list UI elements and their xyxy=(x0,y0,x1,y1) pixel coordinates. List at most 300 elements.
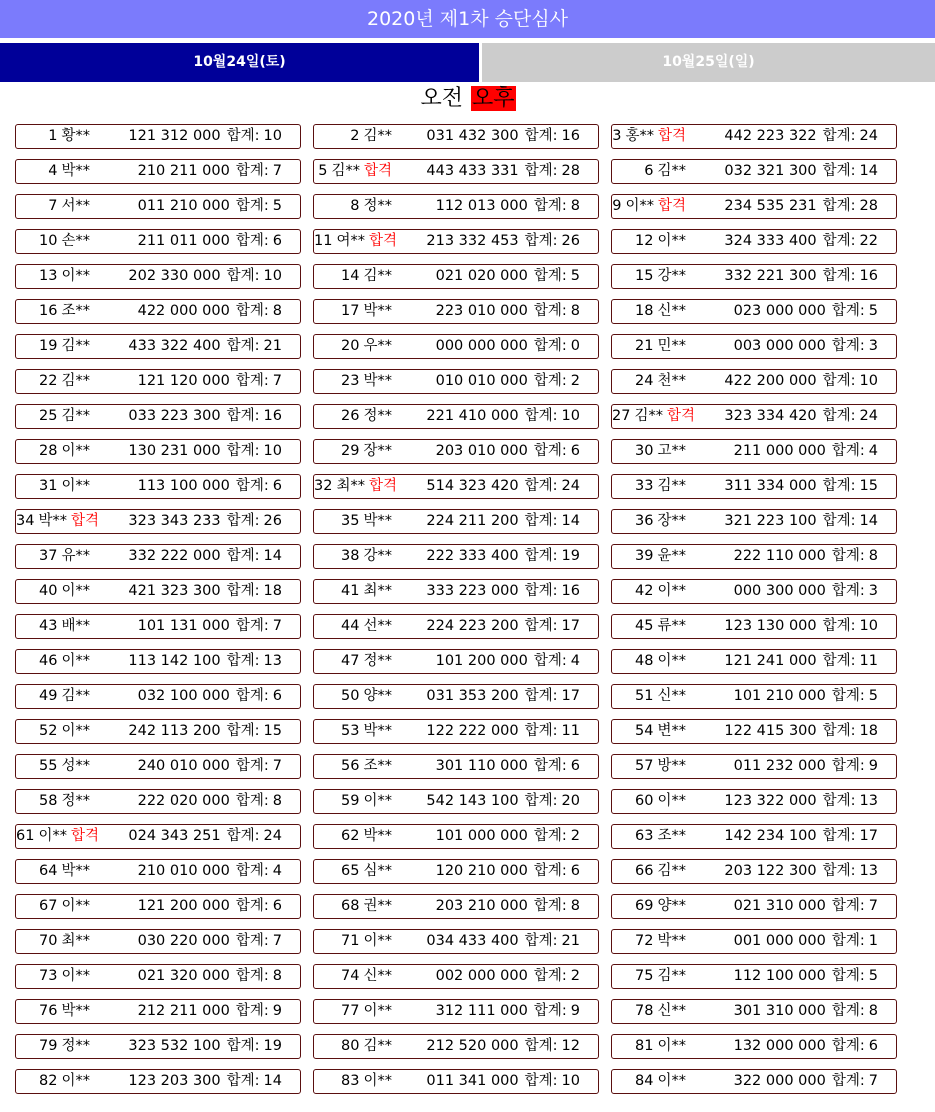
entry-name: 손** xyxy=(61,233,90,249)
result-entry xyxy=(611,579,897,604)
entry-total: 6 xyxy=(272,688,282,704)
entry-label xyxy=(612,895,686,918)
entry-total: 16 xyxy=(561,128,580,144)
entry-total: 24 xyxy=(859,408,878,424)
entry-label xyxy=(16,160,90,183)
entry-result xyxy=(426,475,580,498)
entry-result xyxy=(426,510,580,533)
entry-name: 이** xyxy=(61,1073,90,1089)
entry-label xyxy=(16,335,90,358)
entry-name: 김** xyxy=(61,338,90,354)
result-entry xyxy=(313,404,599,429)
entry-label xyxy=(612,1035,686,1058)
total-label: 합계: xyxy=(822,128,856,144)
entry-name: 최** xyxy=(336,478,365,494)
entry-total: 21 xyxy=(561,933,580,949)
entry-total: 28 xyxy=(859,198,878,214)
entry-number: 19 xyxy=(39,338,58,354)
entry-total: 8 xyxy=(868,548,878,564)
entry-total: 13 xyxy=(263,653,282,669)
result-entry xyxy=(15,859,301,884)
total-label: 합계: xyxy=(235,1003,269,1019)
entry-name: 김** xyxy=(61,373,90,389)
entry-total: 15 xyxy=(263,723,282,739)
entry-result xyxy=(724,125,878,148)
entry-number: 1 xyxy=(48,128,58,144)
entry-result xyxy=(426,615,580,638)
entry-name: 김** xyxy=(61,688,90,704)
entry-scores: 123 322 000 xyxy=(724,793,817,809)
result-entry xyxy=(313,929,599,954)
result-entry xyxy=(611,614,897,639)
entry-number: 32 xyxy=(314,478,333,494)
result-entry xyxy=(15,614,301,639)
total-label: 합계: xyxy=(235,793,269,809)
entry-name: 박** xyxy=(61,863,90,879)
entry-number: 59 xyxy=(341,793,360,809)
entry-label xyxy=(612,545,686,568)
session-afternoon-link[interactable]: 오후 xyxy=(472,86,515,111)
entry-total: 14 xyxy=(263,1073,282,1089)
entry-number: 64 xyxy=(39,863,58,879)
entry-number: 5 xyxy=(318,163,328,179)
result-entry xyxy=(611,684,897,709)
entry-result xyxy=(128,1035,282,1058)
entry-scores: 011 341 000 xyxy=(426,1073,519,1089)
total-label: 합계: xyxy=(831,968,865,984)
entry-scores: 323 343 233 xyxy=(128,513,221,529)
entry-result xyxy=(724,650,878,673)
entry-name: 박** xyxy=(61,1003,90,1019)
total-label: 합계: xyxy=(822,653,856,669)
entry-name: 정** xyxy=(363,198,392,214)
entry-total: 2 xyxy=(570,828,580,844)
total-label: 합계: xyxy=(524,128,558,144)
total-label: 합계: xyxy=(226,653,260,669)
entry-label xyxy=(16,440,90,463)
tab-oct-25[interactable]: 10월25일(일) xyxy=(482,43,935,82)
entry-name: 박** xyxy=(363,723,392,739)
entry-result xyxy=(426,720,580,743)
entry-scores: 112 013 000 xyxy=(435,198,528,214)
entry-scores: 323 532 100 xyxy=(128,1038,221,1054)
entry-result xyxy=(436,440,580,463)
total-label: 합계: xyxy=(533,1003,567,1019)
entry-name: 변** xyxy=(657,723,686,739)
entry-label xyxy=(16,580,90,603)
total-label: 합계: xyxy=(235,688,269,704)
entry-scores: 210 211 000 xyxy=(137,163,230,179)
entry-result xyxy=(436,895,580,918)
entry-label xyxy=(612,230,686,253)
entry-number: 81 xyxy=(635,1038,654,1054)
entry-name: 장** xyxy=(363,443,392,459)
entry-label xyxy=(612,580,686,603)
entry-scores: 121 241 000 xyxy=(724,653,817,669)
entry-result xyxy=(138,300,282,323)
tab-oct-24[interactable]: 10월24일(토) xyxy=(0,43,479,82)
entry-total: 5 xyxy=(570,268,580,284)
entry-number: 14 xyxy=(341,268,360,284)
entry-total: 14 xyxy=(859,513,878,529)
result-entry xyxy=(313,649,599,674)
entry-label xyxy=(612,335,686,358)
entry-scores: 113 100 000 xyxy=(137,478,230,494)
total-label: 합계: xyxy=(524,583,558,599)
total-label: 합계: xyxy=(524,723,558,739)
entry-name: 천** xyxy=(657,373,686,389)
entry-scores: 011 210 000 xyxy=(137,198,230,214)
entry-number: 47 xyxy=(341,653,360,669)
entry-scores: 242 113 200 xyxy=(128,723,221,739)
entry-label xyxy=(16,370,90,393)
entry-number: 45 xyxy=(635,618,654,634)
entry-total: 5 xyxy=(272,198,282,214)
entry-name: 이** xyxy=(61,583,90,599)
entry-scores: 212 211 000 xyxy=(137,1003,230,1019)
result-entry xyxy=(313,369,599,394)
total-label: 합계: xyxy=(831,443,865,459)
result-entry xyxy=(15,929,301,954)
entry-scores: 311 334 000 xyxy=(724,478,817,494)
result-entry xyxy=(313,544,599,569)
entry-result xyxy=(426,405,580,428)
entry-scores: 101 000 000 xyxy=(435,828,528,844)
total-label: 합계: xyxy=(822,863,856,879)
entry-result xyxy=(734,755,878,778)
result-entry xyxy=(15,439,301,464)
entry-result xyxy=(734,895,878,918)
entry-scores: 001 000 000 xyxy=(733,933,826,949)
entry-scores: 323 334 420 xyxy=(724,408,817,424)
entry-number: 2 xyxy=(350,128,360,144)
total-label: 합계: xyxy=(235,373,269,389)
result-entry xyxy=(15,894,301,919)
total-label: 합계: xyxy=(822,618,856,634)
entry-scores: 003 000 000 xyxy=(733,338,826,354)
entry-name: 양** xyxy=(363,688,392,704)
entry-total: 18 xyxy=(263,583,282,599)
entry-number: 51 xyxy=(635,688,654,704)
total-label: 합계: xyxy=(822,373,856,389)
entry-result xyxy=(734,1035,878,1058)
entry-scores: 240 010 000 xyxy=(137,758,230,774)
session-morning-link[interactable]: 오전 xyxy=(420,86,463,111)
entry-scores: 000 000 000 xyxy=(435,338,528,354)
entry-scores: 223 010 000 xyxy=(435,303,528,319)
entry-number: 43 xyxy=(39,618,58,634)
result-entry xyxy=(15,1069,301,1094)
result-entry xyxy=(313,474,599,499)
entry-total: 14 xyxy=(859,163,878,179)
entry-result xyxy=(724,790,878,813)
entry-scores: 301 310 000 xyxy=(733,1003,826,1019)
result-entry xyxy=(611,719,897,744)
entry-number: 8 xyxy=(350,198,360,214)
entry-name: 여** xyxy=(336,233,365,249)
entry-result xyxy=(426,230,580,253)
total-label: 합계: xyxy=(226,128,260,144)
entry-scores: 120 210 000 xyxy=(435,863,528,879)
entry-scores: 542 143 100 xyxy=(426,793,519,809)
entry-result xyxy=(436,265,580,288)
entry-scores: 422 000 000 xyxy=(137,303,230,319)
entry-scores: 130 231 000 xyxy=(128,443,221,459)
entry-result xyxy=(426,125,580,148)
entry-total: 10 xyxy=(263,128,282,144)
entry-result xyxy=(436,860,580,883)
result-entry xyxy=(611,929,897,954)
entry-label xyxy=(612,510,686,533)
result-entry xyxy=(611,229,897,254)
result-entry xyxy=(15,1034,301,1059)
entry-name: 고** xyxy=(657,443,686,459)
entry-number: 37 xyxy=(39,548,58,564)
entry-label xyxy=(314,160,392,183)
pass-badge: 합격 xyxy=(666,408,695,424)
entry-total: 8 xyxy=(868,1003,878,1019)
entry-label xyxy=(612,685,686,708)
entry-scores: 203 122 300 xyxy=(724,863,817,879)
entry-number: 55 xyxy=(39,758,58,774)
entry-scores: 203 210 000 xyxy=(435,898,528,914)
entry-scores: 010 010 000 xyxy=(435,373,528,389)
page-title: 2020년 제1차 승단심사 xyxy=(0,0,935,38)
result-entry xyxy=(313,754,599,779)
total-label: 합계: xyxy=(533,863,567,879)
entry-total: 8 xyxy=(272,793,282,809)
entry-label xyxy=(314,125,392,148)
entry-number: 78 xyxy=(635,1003,654,1019)
entry-result xyxy=(138,895,282,918)
entry-label xyxy=(16,300,90,323)
entry-label xyxy=(612,860,686,883)
total-label: 합계: xyxy=(533,758,567,774)
entry-scores: 211 011 000 xyxy=(137,233,230,249)
total-label: 합계: xyxy=(226,548,260,564)
entry-name: 민** xyxy=(657,338,686,354)
entry-scores: 514 323 420 xyxy=(426,478,519,494)
entry-label xyxy=(314,370,392,393)
entry-label xyxy=(16,405,90,428)
entry-label xyxy=(314,440,392,463)
entry-result xyxy=(724,825,878,848)
entry-total: 6 xyxy=(272,478,282,494)
entry-total: 1 xyxy=(868,933,878,949)
entry-label xyxy=(314,265,392,288)
entry-scores: 021 310 000 xyxy=(733,898,826,914)
entry-scores: 021 320 000 xyxy=(137,968,230,984)
entry-scores: 433 322 400 xyxy=(128,338,221,354)
entry-name: 신** xyxy=(657,688,686,704)
result-entry xyxy=(611,474,897,499)
result-entry xyxy=(15,159,301,184)
entry-label xyxy=(16,895,90,918)
total-label: 합계: xyxy=(226,1038,260,1054)
entry-total: 10 xyxy=(859,373,878,389)
result-entry xyxy=(611,754,897,779)
entry-number: 3 xyxy=(612,128,622,144)
entry-total: 10 xyxy=(263,443,282,459)
entry-label xyxy=(16,860,90,883)
entry-scores: 021 020 000 xyxy=(435,268,528,284)
entry-label xyxy=(612,825,686,848)
entry-result xyxy=(138,230,282,253)
entry-scores: 113 142 100 xyxy=(128,653,221,669)
pass-badge: 합격 xyxy=(70,513,99,529)
entry-scores: 224 223 200 xyxy=(426,618,519,634)
entry-name: 박** xyxy=(657,933,686,949)
entry-result xyxy=(138,475,282,498)
entry-number: 70 xyxy=(39,933,58,949)
result-entry xyxy=(313,229,599,254)
entry-total: 18 xyxy=(859,723,878,739)
result-entry xyxy=(313,159,599,184)
entry-number: 36 xyxy=(635,513,654,529)
result-entry xyxy=(313,894,599,919)
total-label: 합계: xyxy=(226,723,260,739)
entry-label xyxy=(16,545,90,568)
entry-result xyxy=(138,370,282,393)
entry-total: 5 xyxy=(868,303,878,319)
entry-result xyxy=(436,335,580,358)
entry-total: 7 xyxy=(272,373,282,389)
entry-number: 71 xyxy=(341,933,360,949)
result-entry xyxy=(313,964,599,989)
entry-total: 8 xyxy=(272,303,282,319)
entry-number: 84 xyxy=(635,1073,654,1089)
entry-number: 4 xyxy=(48,163,58,179)
entry-total: 17 xyxy=(561,618,580,634)
total-label: 합계: xyxy=(533,338,567,354)
total-label: 합계: xyxy=(524,513,558,529)
entry-result xyxy=(138,615,282,638)
entry-scores: 101 210 000 xyxy=(733,688,826,704)
entry-name: 이** xyxy=(61,968,90,984)
entry-total: 20 xyxy=(561,793,580,809)
entry-name: 이** xyxy=(657,583,686,599)
result-entry xyxy=(15,789,301,814)
total-label: 합계: xyxy=(831,1073,865,1089)
entry-number: 77 xyxy=(341,1003,360,1019)
entry-result xyxy=(426,685,580,708)
entry-label xyxy=(16,230,90,253)
total-label: 합계: xyxy=(235,198,269,214)
result-entry xyxy=(611,334,897,359)
entry-name: 김** xyxy=(363,1038,392,1054)
entry-name: 강** xyxy=(657,268,686,284)
total-label: 합계: xyxy=(533,968,567,984)
total-label: 합계: xyxy=(235,233,269,249)
entry-result xyxy=(734,965,878,988)
entry-number: 42 xyxy=(635,583,654,599)
entry-name: 김** xyxy=(657,478,686,494)
entry-scores: 222 020 000 xyxy=(137,793,230,809)
entry-result xyxy=(128,510,282,533)
result-entry xyxy=(15,579,301,604)
entry-number: 15 xyxy=(635,268,654,284)
entry-result xyxy=(128,545,282,568)
entry-scores: 121 120 000 xyxy=(137,373,230,389)
result-entry xyxy=(611,1034,897,1059)
entry-label xyxy=(612,930,686,953)
entry-result xyxy=(724,475,878,498)
entry-scores: 224 211 200 xyxy=(426,513,519,529)
entry-label xyxy=(16,510,99,533)
entry-result xyxy=(426,1070,580,1093)
entry-name: 이** xyxy=(38,828,67,844)
result-entry xyxy=(15,684,301,709)
total-label: 합계: xyxy=(822,793,856,809)
entry-name: 조** xyxy=(657,828,686,844)
entry-number: 60 xyxy=(635,793,654,809)
entry-number: 18 xyxy=(635,303,654,319)
total-label: 합계: xyxy=(524,1038,558,1054)
entry-total: 14 xyxy=(263,548,282,564)
entry-number: 11 xyxy=(314,233,333,249)
entry-name: 박** xyxy=(363,828,392,844)
entry-number: 76 xyxy=(39,1003,58,1019)
entry-number: 28 xyxy=(39,443,58,459)
entry-label xyxy=(314,755,392,778)
entry-name: 이** xyxy=(657,1073,686,1089)
total-label: 합계: xyxy=(822,198,856,214)
entry-label xyxy=(16,265,90,288)
entry-number: 21 xyxy=(635,338,654,354)
entry-number: 56 xyxy=(341,758,360,774)
entry-label xyxy=(612,195,686,218)
entry-result xyxy=(128,720,282,743)
entry-number: 62 xyxy=(341,828,360,844)
result-entry xyxy=(313,264,599,289)
entry-label xyxy=(16,720,90,743)
entry-scores: 112 100 000 xyxy=(733,968,826,984)
entry-name: 신** xyxy=(657,303,686,319)
result-entry xyxy=(15,649,301,674)
entry-number: 41 xyxy=(341,583,360,599)
entry-name: 이** xyxy=(363,1003,392,1019)
entry-scores: 011 232 000 xyxy=(733,758,826,774)
result-entry xyxy=(611,124,897,149)
entry-label xyxy=(612,720,686,743)
entry-number: 80 xyxy=(341,1038,360,1054)
entry-total: 16 xyxy=(263,408,282,424)
entry-result xyxy=(724,510,878,533)
entry-name: 이** xyxy=(363,933,392,949)
entry-name: 이** xyxy=(657,1038,686,1054)
total-label: 합계: xyxy=(533,443,567,459)
entry-total: 5 xyxy=(868,968,878,984)
entry-scores: 034 433 400 xyxy=(426,933,519,949)
entry-number: 9 xyxy=(612,198,622,214)
entry-result xyxy=(128,440,282,463)
entry-result xyxy=(426,160,580,183)
entry-number: 54 xyxy=(635,723,654,739)
entry-scores: 442 223 322 xyxy=(724,128,817,144)
entry-total: 8 xyxy=(272,968,282,984)
entry-name: 김** xyxy=(634,408,663,424)
pass-badge: 합격 xyxy=(368,478,397,494)
entry-result xyxy=(724,615,878,638)
entry-number: 35 xyxy=(341,513,360,529)
entry-total: 26 xyxy=(561,233,580,249)
total-label: 합계: xyxy=(831,758,865,774)
entry-label xyxy=(612,1070,686,1093)
entry-name: 신** xyxy=(657,1003,686,1019)
entry-number: 25 xyxy=(39,408,58,424)
result-entry xyxy=(313,859,599,884)
entry-name: 최** xyxy=(61,933,90,949)
